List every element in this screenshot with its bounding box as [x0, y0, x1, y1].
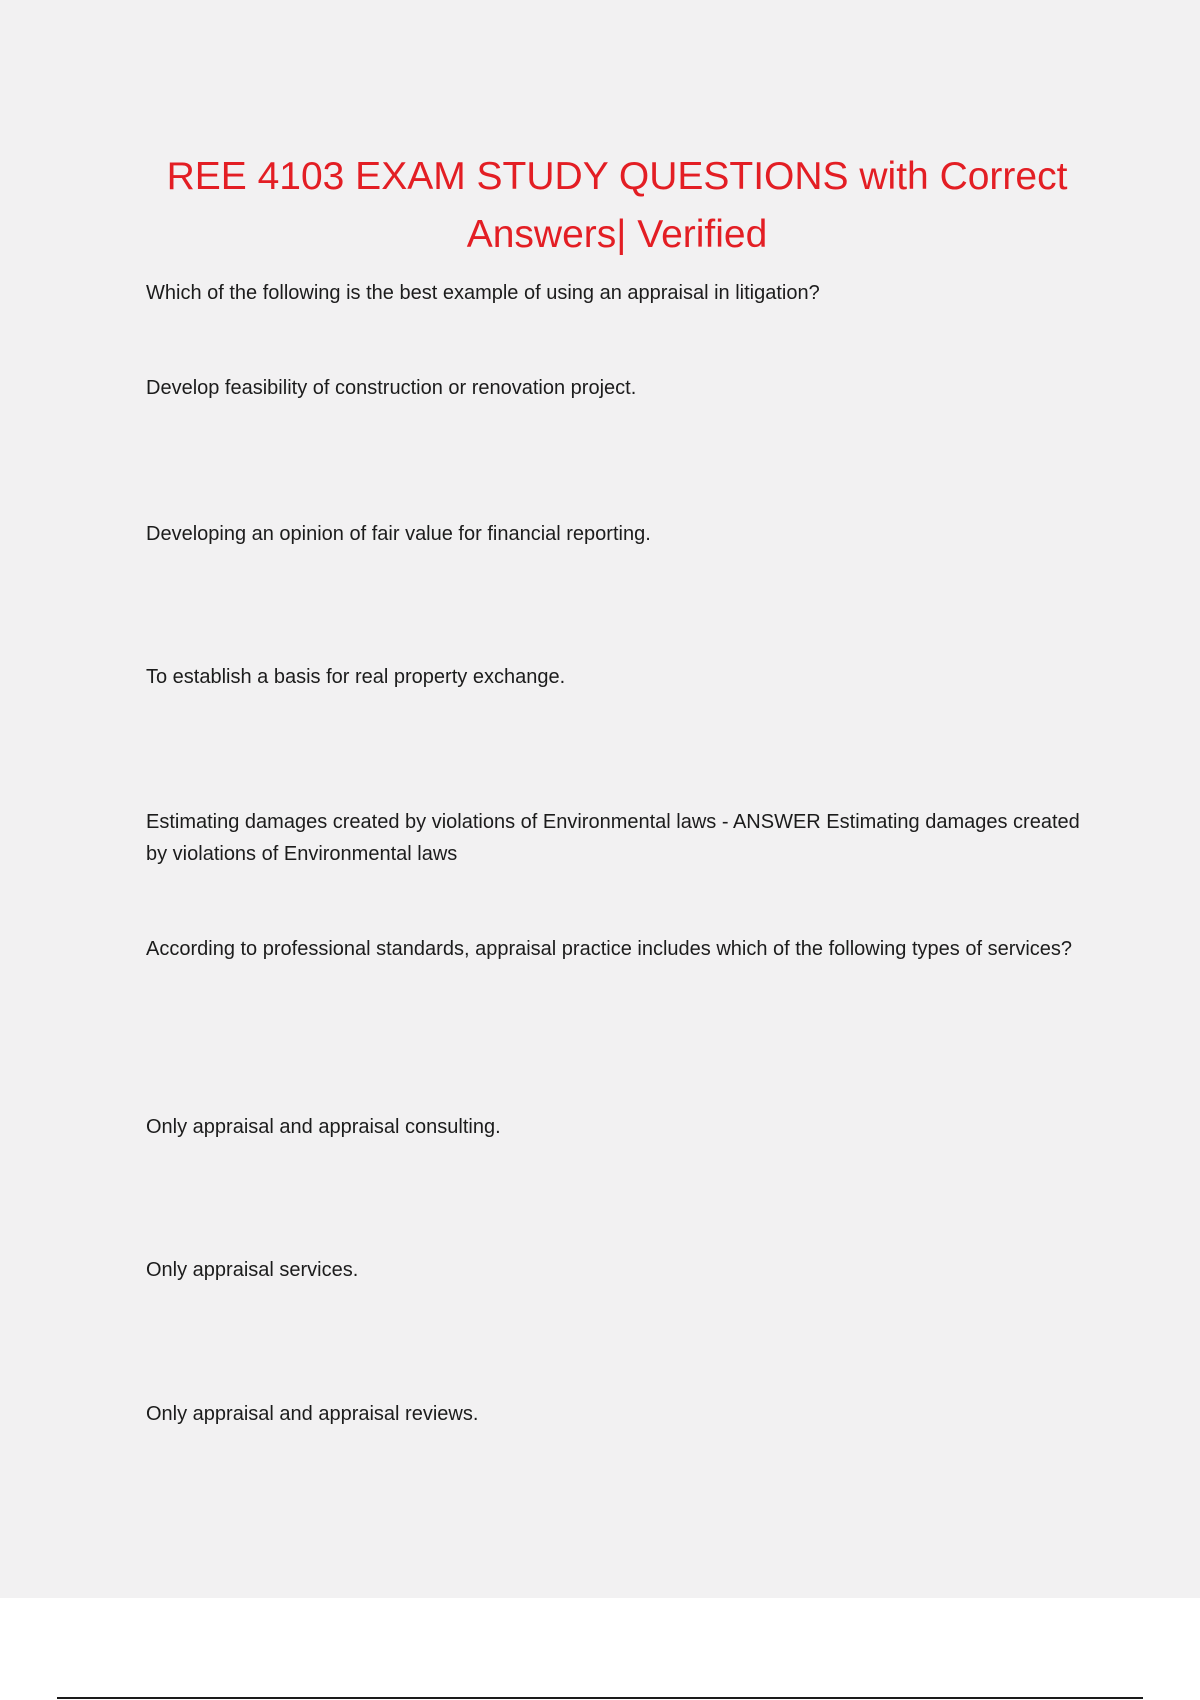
option-1a-text: Develop feasibility of construction or renovation project.: [146, 377, 637, 399]
option-1c-text: To establish a basis for real property exchange.: [146, 666, 566, 688]
question-2-text: According to professional standards, appraisal practice includes which of the following types of services?: [146, 938, 1073, 960]
document-title: REE 4103 EXAM STUDY QUESTIONS with Correct Answers| Verified: [166, 155, 1068, 256]
option-2c-text: Only appraisal and appraisal reviews.: [146, 1403, 479, 1425]
option-1d-answer-text: Estimating damages created by violations of Environmental laws - ANSWER Estimating damages created by violations of Environmental laws: [146, 811, 1080, 865]
option-2b-text: Only appraisal services.: [146, 1259, 359, 1281]
page-divider: [57, 1697, 1143, 1699]
option-2a-text: Only appraisal and appraisal consulting.: [146, 1116, 501, 1138]
question-1-text: Which of the following is the best example of using an appraisal in litigation?: [146, 282, 820, 304]
option-1b-text: Developing an opinion of fair value for financial reporting.: [146, 523, 651, 545]
